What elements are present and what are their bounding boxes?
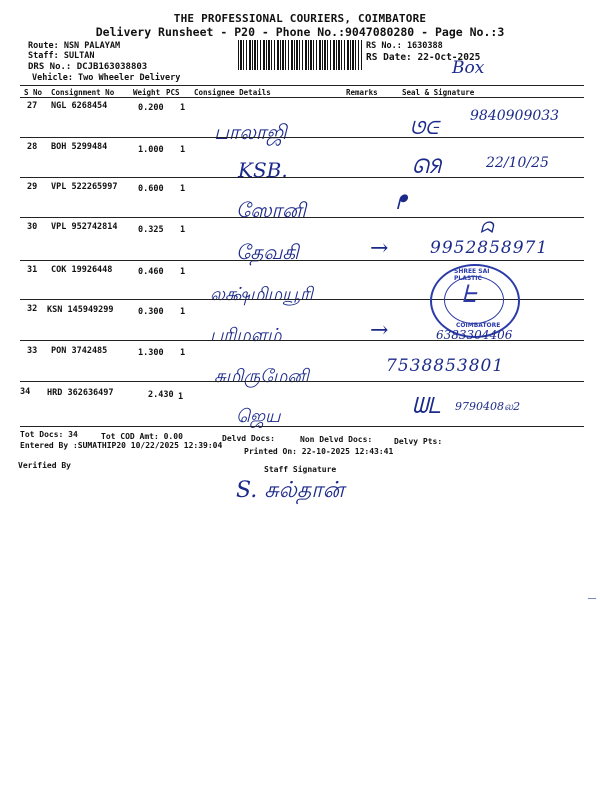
row-consignee-handwriting: பரிமளம் xyxy=(210,325,282,346)
col-header-consignee: Consignee Details xyxy=(194,88,271,97)
row-consignment: BOH 5299484 xyxy=(51,142,108,152)
row-signature-handwriting: 9790408ல2 xyxy=(455,400,521,413)
stamp-bottom-text: COIMBATORE xyxy=(456,322,501,329)
rs-date: RS Date: 22-Oct-2025 xyxy=(366,52,481,63)
stamp-top-text: SHREE SAI PLASTIC xyxy=(454,268,490,282)
scan-edge-mark xyxy=(588,598,596,599)
row-weight: 1.000 xyxy=(138,145,164,155)
row-signature-handwriting: 9952858971 xyxy=(430,238,549,258)
row-signature-scrawl: ᖰ xyxy=(396,190,407,214)
row-remarks-arrow: → xyxy=(370,236,389,261)
table-header-rule xyxy=(20,97,584,98)
company-name: THE PROFESSIONAL COURIERS, COIMBATORE xyxy=(173,12,427,25)
drs-number: DRS No.: DCJB163038803 xyxy=(28,62,148,72)
row-sno: 32 xyxy=(27,304,38,314)
vehicle-label: Vehicle: Two Wheeler Delivery xyxy=(32,73,181,83)
col-header-pcs: PCS xyxy=(166,88,180,97)
row-pcs: 1 xyxy=(180,225,186,235)
non-delivered-docs: Non Delvd Docs: xyxy=(300,435,373,444)
row-consignment: NGL 6268454 xyxy=(51,101,108,111)
row-consignment: KSN 145949299 xyxy=(47,305,114,315)
stamp-signature: ᖶ xyxy=(462,280,477,308)
staff-label: Staff: SULTAN xyxy=(28,51,95,61)
row-sno: 30 xyxy=(27,222,38,232)
row-consignment: VPL 522265997 xyxy=(51,182,118,192)
col-header-sno: S No xyxy=(24,88,43,97)
total-cod-amount: Tot COD Amt: 0.00 xyxy=(101,432,183,441)
row-consignee-handwriting: சுமிருமேனி xyxy=(214,366,309,387)
staff-signature-label: Staff Signature xyxy=(264,465,337,474)
row-consignee-handwriting: தேவகி xyxy=(236,240,299,264)
row-divider xyxy=(20,177,584,178)
row-signature-scrawl: ᘎᕮ xyxy=(410,118,439,139)
row-pcs: 1 xyxy=(180,348,186,358)
delivered-docs: Delvd Docs: xyxy=(222,434,275,443)
row-weight: 1.300 xyxy=(138,348,164,358)
row-pcs: 1 xyxy=(180,184,186,194)
row-signature-scrawl: ᘏᖆ xyxy=(412,154,441,178)
row-divider xyxy=(20,340,584,341)
row-consignee-handwriting: லக்ஷ்மிமயூரி xyxy=(210,284,313,305)
delivery-points: Delvy Pts: xyxy=(394,437,443,446)
route-label: Route: NSN PALAYAM xyxy=(28,41,121,51)
row-sno: 34 xyxy=(20,387,31,397)
row-sno: 28 xyxy=(27,142,38,152)
company-seal-stamp xyxy=(430,264,520,338)
row-consignment: COK 19926448 xyxy=(51,265,113,275)
col-header-remarks: Remarks xyxy=(346,88,378,97)
row-weight: 0.200 xyxy=(138,103,164,113)
row-signature-handwriting: 7538853801 xyxy=(386,356,505,376)
row-pcs: 1 xyxy=(180,103,186,113)
row-consignee-handwriting: KSB. xyxy=(238,158,288,182)
row-sno: 29 xyxy=(27,182,38,192)
row-divider xyxy=(20,137,584,138)
runsheet-title: Delivery Runsheet - P20 - Phone No.:9047080280 - Page No.:3 xyxy=(95,25,505,39)
row-divider xyxy=(20,217,584,218)
row-consignee-handwriting: ஸோனி xyxy=(236,198,307,222)
row-pcs: 1 xyxy=(178,392,184,402)
table-bottom-rule xyxy=(20,426,584,427)
rs-number: RS No.: 1630388 xyxy=(366,41,443,51)
row-pcs: 1 xyxy=(180,267,186,277)
col-header-seal: Seal & Signature xyxy=(402,88,475,97)
handwritten-box-note: Box xyxy=(452,58,485,78)
row-signature-scrawl: ᗣ xyxy=(480,218,494,237)
row-weight: 0.325 xyxy=(138,225,164,235)
total-docs: Tot Docs: 34 xyxy=(20,430,78,439)
verified-by-label: Verified By xyxy=(18,461,71,470)
entered-by: Entered By :SUMATHIP20 10/22/2025 12:39:04 xyxy=(20,441,223,450)
row-divider xyxy=(20,260,584,261)
row-signature-handwriting: 6383304406 xyxy=(436,328,513,342)
row-sno: 31 xyxy=(27,265,38,275)
row-weight: 0.600 xyxy=(138,184,164,194)
row-consignment: VPL 952742814 xyxy=(51,222,118,232)
row-signature-scrawl: ᗯᒪ xyxy=(412,394,441,419)
row-signature-handwriting: 22/10/25 xyxy=(486,155,549,171)
table-top-rule xyxy=(20,85,584,86)
printed-on: Printed On: 22-10-2025 12:43:41 xyxy=(244,447,394,456)
row-remarks-arrow: → xyxy=(370,318,389,343)
row-pcs: 1 xyxy=(180,307,186,317)
col-header-consignment: Consignment No xyxy=(51,88,115,97)
row-weight: 2.430 xyxy=(148,390,174,400)
extra-handwriting: ஜெய xyxy=(236,406,281,427)
row-weight: 0.300 xyxy=(138,307,164,317)
staff-signature-handwriting: S. சுல்தான் xyxy=(236,478,345,503)
row-consignment: HRD 362636497 xyxy=(47,388,114,398)
row-consignee-handwriting: பாலாஜி xyxy=(214,120,287,144)
row-consignment: PON 3742485 xyxy=(51,346,108,356)
barcode xyxy=(238,40,362,70)
row-sno: 33 xyxy=(27,346,38,356)
row-sno: 27 xyxy=(27,101,38,111)
row-weight: 0.460 xyxy=(138,267,164,277)
row-signature-handwriting: 9840909033 xyxy=(470,108,560,124)
row-divider xyxy=(20,381,584,382)
row-pcs: 1 xyxy=(180,145,186,155)
col-header-weight: Weight xyxy=(133,88,161,97)
